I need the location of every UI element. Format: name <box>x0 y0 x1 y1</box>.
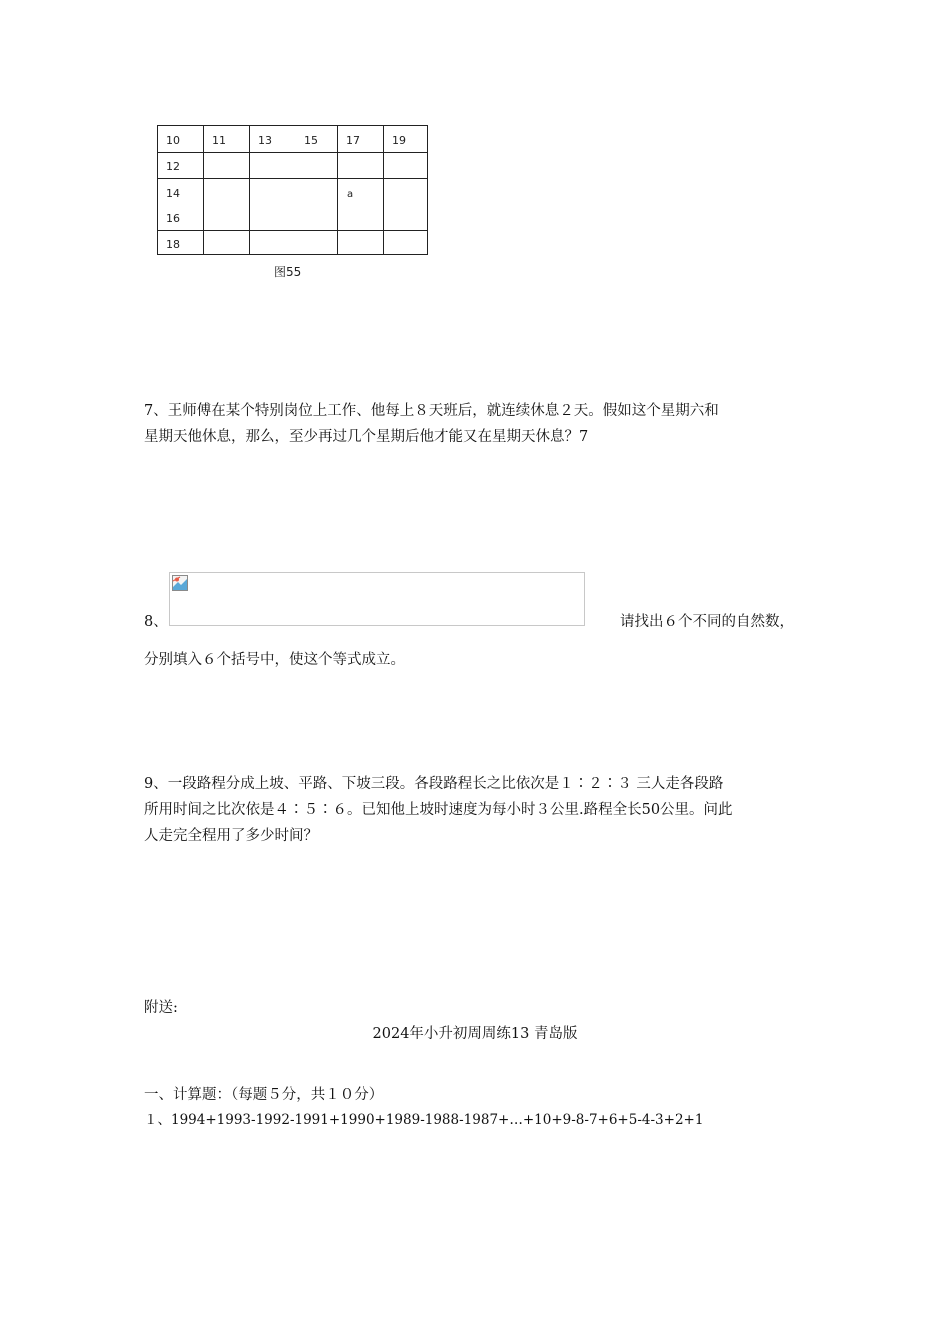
grid-label: 19 <box>392 134 406 147</box>
section-heading: 一、计算题：（每题５分，共１０分） <box>144 1087 384 1103</box>
grid-line <box>383 126 384 254</box>
grid-line <box>203 126 204 254</box>
question-8-number: 8、 <box>144 614 168 630</box>
grid-label: 12 <box>166 160 180 173</box>
question-7 <box>144 398 824 450</box>
question-9-line-2: 所用时间之比次依是４∶５∶６。已知他上坡时速度为每小时３公里.路程全长50公里。问此 <box>144 802 733 818</box>
question-8-line-2: 分别填入６个括号中，使这个等式成立。 <box>144 652 405 668</box>
grid-label: 10 <box>166 134 180 147</box>
grid-label: 14 <box>166 187 180 200</box>
question-7-line-1: 7、王师傅在某个特别岗位上工作、他每上８天班后，就连续休息２天。假如这个星期六和 <box>144 403 719 419</box>
grid-label: 18 <box>166 238 180 251</box>
grid-label: 13 <box>258 134 272 147</box>
figure-caption: 图55 <box>274 265 302 279</box>
question-9-line-3: 人走完全程用了多少时间？ <box>144 828 318 844</box>
question-8-text: 请找出６个不同的自然数， <box>620 614 794 630</box>
question-7-line-2: 星期天他休息，那么，至少再过几个星期后他才能又在星期天休息？7 <box>144 429 589 445</box>
grid-line <box>158 152 427 153</box>
grid-line <box>158 178 427 179</box>
calculation-item-1: １、1994+1993-1992-1991+1990+1989-1988-1987+…+10+9-8-7+6+5-4-3+2+1 <box>144 1112 704 1128</box>
grid-label: 11 <box>212 134 226 147</box>
appendix-title: 2024年小升初周周练13 青岛版 <box>372 1026 578 1042</box>
grid-label: 17 <box>346 134 360 147</box>
question-9 <box>144 771 824 849</box>
appendix-label: 附送: <box>144 1000 178 1016</box>
equation-image <box>169 572 585 626</box>
figure-55-grid <box>157 125 428 255</box>
grid-mark: a <box>347 189 354 200</box>
grid-label: 15 <box>304 134 318 147</box>
grid-line <box>337 126 338 254</box>
grid-line <box>158 230 427 231</box>
grid-label: 16 <box>166 212 180 225</box>
grid-line <box>249 126 250 254</box>
question-9-line-1: 9、一段路程分成上坡、平路、下坡三段。各段路程长之比依次是１∶２∶３ 三人走各段路 <box>144 776 724 792</box>
broken-image-icon <box>172 575 188 591</box>
